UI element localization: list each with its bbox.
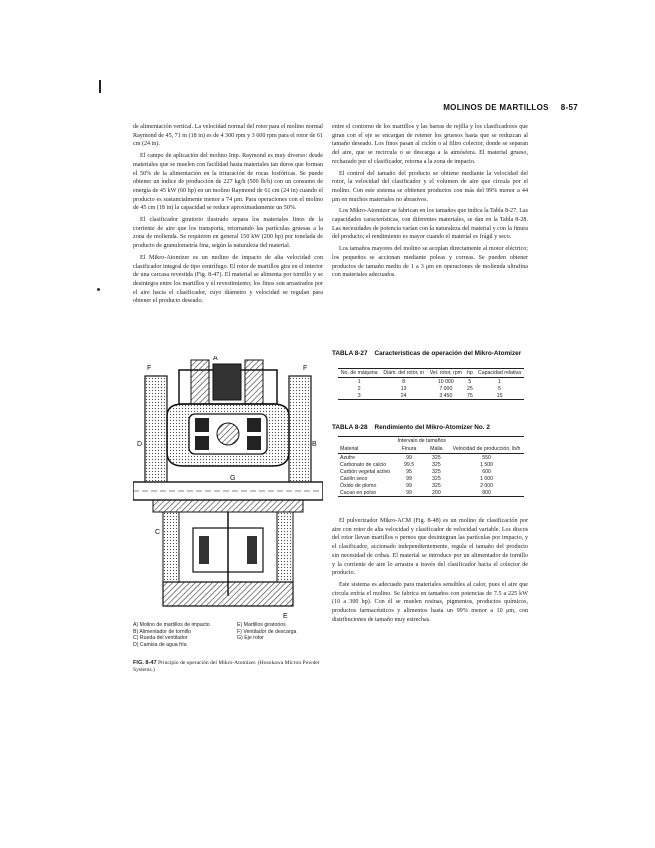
figure-number: FIG. 8-47 [133, 660, 157, 666]
label-b: B [312, 441, 317, 448]
group-header: Intervalo de tamaños [397, 438, 447, 444]
label-f-left: F [147, 365, 152, 372]
table-row: Azufre 99 325 550 [340, 454, 491, 461]
paragraph: El pulverizador Mikro-ACM (Fig. 8-48) es un molino de clasificación por aire con rotor de alta velocidad y clasificador de velocidad variable. Los discos del rotor llevan martillos o pernos que desintegran las partículas por impacto, y el clasificador, accionado independientemente, regula el tamaño del producto sin necesidad de cribas. El material se introduce por un alimentador de tornillo y la corriente de aire lo arrastra a través del clasificador hacia el colector de producto. [332, 518, 528, 577]
paragraph: El clasificador giratorio ilustrado separa los materiales finos de la corriente de aire que los transporta, retornando las partículas gruesas a la zona de molienda. Se requieren en general 150 kW (200 hp) por tonelada de producto de granulometría fina, según la naturaleza del material. [133, 217, 323, 250]
table-number: TABLA 8-28 [332, 424, 368, 431]
header-page-number: 8-57 [560, 103, 578, 112]
figure-legend [133, 622, 323, 648]
table-row: 2 13 7 000 25 5 [357, 385, 501, 392]
right-column-bottom-text [332, 517, 528, 627]
hammer [195, 418, 209, 432]
left-casing [145, 376, 167, 494]
figure-caption-text: Principio de operación del Mikro-Atomizer. (Hosokawa Micron Powder Systems.) [133, 660, 320, 674]
running-header [431, 103, 578, 112]
column-header: Finura [394, 445, 423, 454]
label-g: G [230, 475, 236, 482]
label-e: E [283, 613, 288, 620]
fan-blade [247, 536, 257, 564]
column-header: Vel. rotor, rpm [427, 369, 465, 378]
table-28 [338, 436, 524, 497]
legend-item: A) Molino de martillos de impacto [133, 622, 210, 628]
mill-diagram [133, 356, 323, 622]
paragraph: El control del tamaño del producto se obtiene mediante la velocidad del rotor, la velocidad del clasificador y el volumen de aire que circula por el molino. Con este sistema se obtienen productos con más del 99% menor a 44 μm en muchos materiales no abrasivos. [332, 170, 528, 203]
table-caption: Características de operación del Mikro-Atomizer [374, 350, 522, 357]
table-row: Carbón vegetal activo 95 325 600 [340, 468, 491, 475]
table-27-title [332, 350, 521, 357]
table-row: Caolín seco 99 325 1 000 [340, 475, 494, 482]
paragraph: Los Mikro-Atomizer se fabrican en los tamaños que indica la Tabla 8-27. Las capacidades características, con diferentes materiales, se dan en la Tabla 8-28. Las necesidades de potencia varían con la naturaleza del material y con la finura del producto; el rendimiento es mayor cuando el material es frágil y seco. [332, 208, 528, 241]
paragraph: El Mikro-Atomizer es un molino de impacto de alta velocidad con clasificador integral de tipo centrífugo. El rotor de martillos gira en el interior de una carcasa revestida (Fig. 8-47). El material se alimenta por tornillo y se desintegra entre los martillos y el revestimiento; los finos son arrastrados por el aire hacia el clasificador, cuyo diámetro y velocidad se regulan para obtener el producto deseado. [133, 254, 323, 305]
legend-item: B) Alimentador de tornillo [133, 628, 191, 635]
header-title: MOLINOS DE MARTILLOS [443, 103, 549, 112]
column-header: Diám. del rotor, in [380, 369, 427, 378]
legend-item: D) Camisa de agua fría [133, 641, 187, 648]
column-header: Velocidad de producción, lb/h [449, 445, 524, 454]
lower-flange [153, 500, 303, 512]
table-row: 3 24 3 450 75 15 [357, 392, 503, 399]
hammer [195, 436, 209, 450]
margin-mark [99, 80, 101, 93]
legend-item: C) Rueda del ventilador [133, 635, 188, 642]
screw-feeder [213, 364, 241, 400]
table-27 [338, 368, 524, 400]
label-f-right: F [303, 365, 308, 372]
rotor-hub [217, 423, 239, 445]
column-header: hp [465, 369, 475, 378]
column-header: No. de máquina [338, 369, 380, 378]
table-row: Óxido de plomo 99 325 2 000 [340, 482, 494, 489]
lower-wall [277, 512, 293, 582]
table-row: Carbonato de calcio 99.5 325 1 500 [340, 461, 494, 468]
figure-mikro-atomizer [133, 356, 323, 626]
paragraph: de alimentación vertical. La velocidad normal del rotor para el molino normal Raymond de 45, 71 m (18 in) es de 4 300 rpm y 3 600 rpm para el rotor de 61 cm (24 in). [133, 124, 323, 148]
table-row: Cacao en polvo 99 200 800 [340, 489, 491, 496]
column-header: Material [338, 445, 394, 454]
hammer [247, 436, 261, 450]
right-casing [289, 376, 311, 494]
hammer [247, 418, 261, 432]
paragraph: El campo de aplicación del molino Imp. Raymond es muy diverso: desde materiales que se muelen con facilidad hasta materiales tan duros que forman el 50% de la alimentación en la trituración de rocas fosfóricas. Se puede obtener un índice de producción de 227 kg/h (500 lb/h) con un consumo de energía de 45 kW (60 hp) en un molino Raymond de 61 cm (24 in) cuando el producto es sustancialmente menor a 74 μm. Para operaciones con el molino de 45 cm (18 in) la capacidad se reduce aproximadamente un 50%. [133, 153, 323, 212]
left-column-text [133, 123, 323, 309]
paragraph: Los tamaños mayores del molino se acoplan directamente al motor eléctrico; los pequeños se accionan mediante poleas y correas. Se pueden obtener productos de tamaño medio de 1 a 3 μm en operaciones de molienda ultrafina con materiales adecuados. [332, 246, 528, 279]
paragraph: entre el contorno de los martillos y las barras de rejilla y los clasificadores que giran con el eje se encargan de retener los gruesos hasta que se reduzcan al tamaño deseado. Los finos pasan al ciclón o al filtro colector, donde se separan del aire, que se recircula o se descarga a la atmósfera. El material grueso, rechazado por el clasificador, retorna a la zona de impacto. [332, 124, 528, 165]
table-row: 1 8 10 000 5 1 [357, 378, 501, 385]
feed-inlet [191, 360, 209, 404]
right-column-top-text [332, 123, 528, 283]
paragraph: Este sistema es adecuado para materiales sensibles al calor, pues el aire que circula enfría el molino. Se fabrica en tamaños con potencias de 7.5 a 225 kW (10 a 300 hp). Con él se muelen resinas, pigmentos, productos químicos, productos farmacéuticos y alimentos hasta un 99% menor a 10 μm, con distribuciones de tamaño muy estrechas. [332, 581, 528, 623]
legend-item: F) Ventilador de descarga [237, 628, 297, 635]
label-d: D [137, 441, 143, 448]
fan-blade [199, 536, 209, 564]
figure-caption [133, 660, 323, 675]
lower-wall [163, 512, 179, 582]
legend-item: G) Eje rotor [237, 635, 264, 642]
feed-inlet [245, 360, 263, 404]
base [163, 582, 293, 606]
margin-dot [97, 288, 100, 291]
legend-item: E) Martillos giratorios [237, 622, 286, 628]
label-a: A [213, 356, 218, 362]
table-number: TABLA 8-27 [332, 350, 368, 357]
label-c: C [155, 529, 161, 536]
table-caption: Rendimiento del Mikro-Atomizer No. 2 [374, 424, 490, 431]
table-28-title [332, 424, 490, 431]
column-header: Capacidad relativa [475, 369, 524, 378]
column-header: Malla [424, 445, 450, 454]
